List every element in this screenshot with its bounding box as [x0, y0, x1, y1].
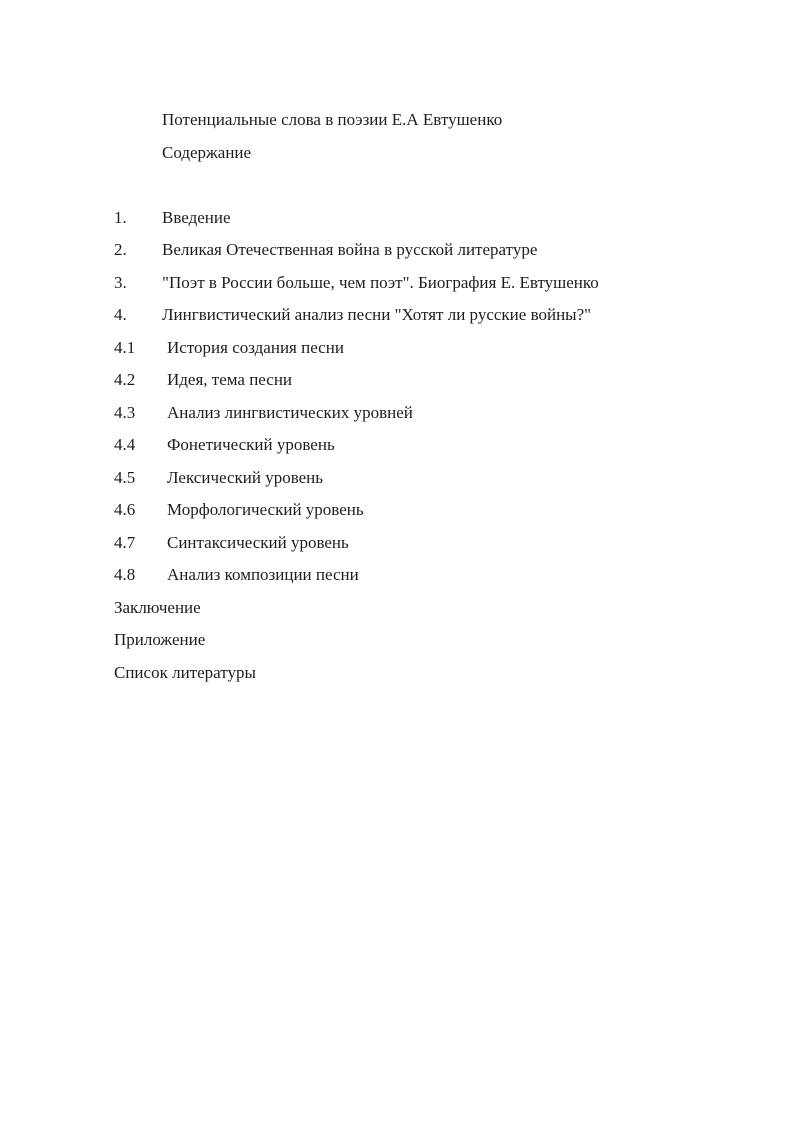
page-content — [114, 104, 760, 689]
toc-item-label: Анализ композиции песни — [167, 565, 359, 584]
toc-item — [114, 234, 760, 267]
toc-heading: Содержание — [162, 142, 252, 162]
toc-item-label: Лингвистический анализ песни "Хотят ли русские войны?" — [162, 305, 592, 324]
toc-item — [114, 364, 760, 397]
toc-item-number: 3. — [114, 272, 127, 292]
toc-item — [114, 559, 760, 592]
toc-item-label: История создания песни — [167, 337, 344, 357]
toc-item — [114, 202, 760, 235]
toc-item — [114, 527, 760, 560]
toc-item-number: 4.6 — [114, 500, 136, 519]
toc-item-number: 4.3 — [114, 402, 136, 422]
document-title: Потенциальные слова в поэзии Е.А Евтушенко — [162, 110, 503, 129]
toc-sub-list — [114, 332, 760, 592]
toc-item-number: 4.5 — [114, 467, 136, 487]
toc-item — [114, 462, 760, 495]
toc-item-number: 1. — [114, 207, 127, 227]
toc-item-number: 4.1 — [114, 337, 136, 357]
toc-item: Заключение — [114, 597, 201, 617]
toc-item-number: 4.8 — [114, 565, 136, 584]
toc-item-number: 4.2 — [114, 370, 136, 389]
toc-item — [114, 397, 760, 430]
toc-item — [114, 267, 760, 300]
toc-item: Приложение — [114, 630, 206, 649]
toc-item-label: "Поэт в России больше, чем поэт". Биография Е. Евтушенко — [162, 272, 599, 292]
toc-item-label: Введение — [162, 207, 231, 227]
toc-item-label: Фонетический уровень — [167, 435, 335, 454]
toc-item — [114, 299, 760, 332]
toc-end-list — [114, 592, 760, 690]
toc-item-label: Морфологический уровень — [167, 500, 364, 519]
toc-item — [114, 494, 760, 527]
toc-numbered-list — [114, 202, 760, 332]
toc-item-label: Анализ лингвистических уровней — [167, 402, 413, 422]
toc-item-number: 4.7 — [114, 532, 136, 552]
blank-line — [114, 169, 760, 202]
toc-item-label: Великая Отечественная война в русской литературе — [162, 240, 538, 259]
toc-item-label: Идея, тема песни — [167, 370, 293, 389]
toc-item: Список литературы — [114, 662, 256, 682]
toc-item-number: 2. — [114, 240, 127, 259]
toc-item-number: 4.4 — [114, 435, 136, 454]
toc-item — [114, 332, 760, 365]
toc-item-number: 4. — [114, 305, 127, 324]
toc-item — [114, 429, 760, 462]
toc-item-label: Лексический уровень — [167, 467, 324, 487]
toc-item-label: Синтаксический уровень — [167, 532, 349, 552]
